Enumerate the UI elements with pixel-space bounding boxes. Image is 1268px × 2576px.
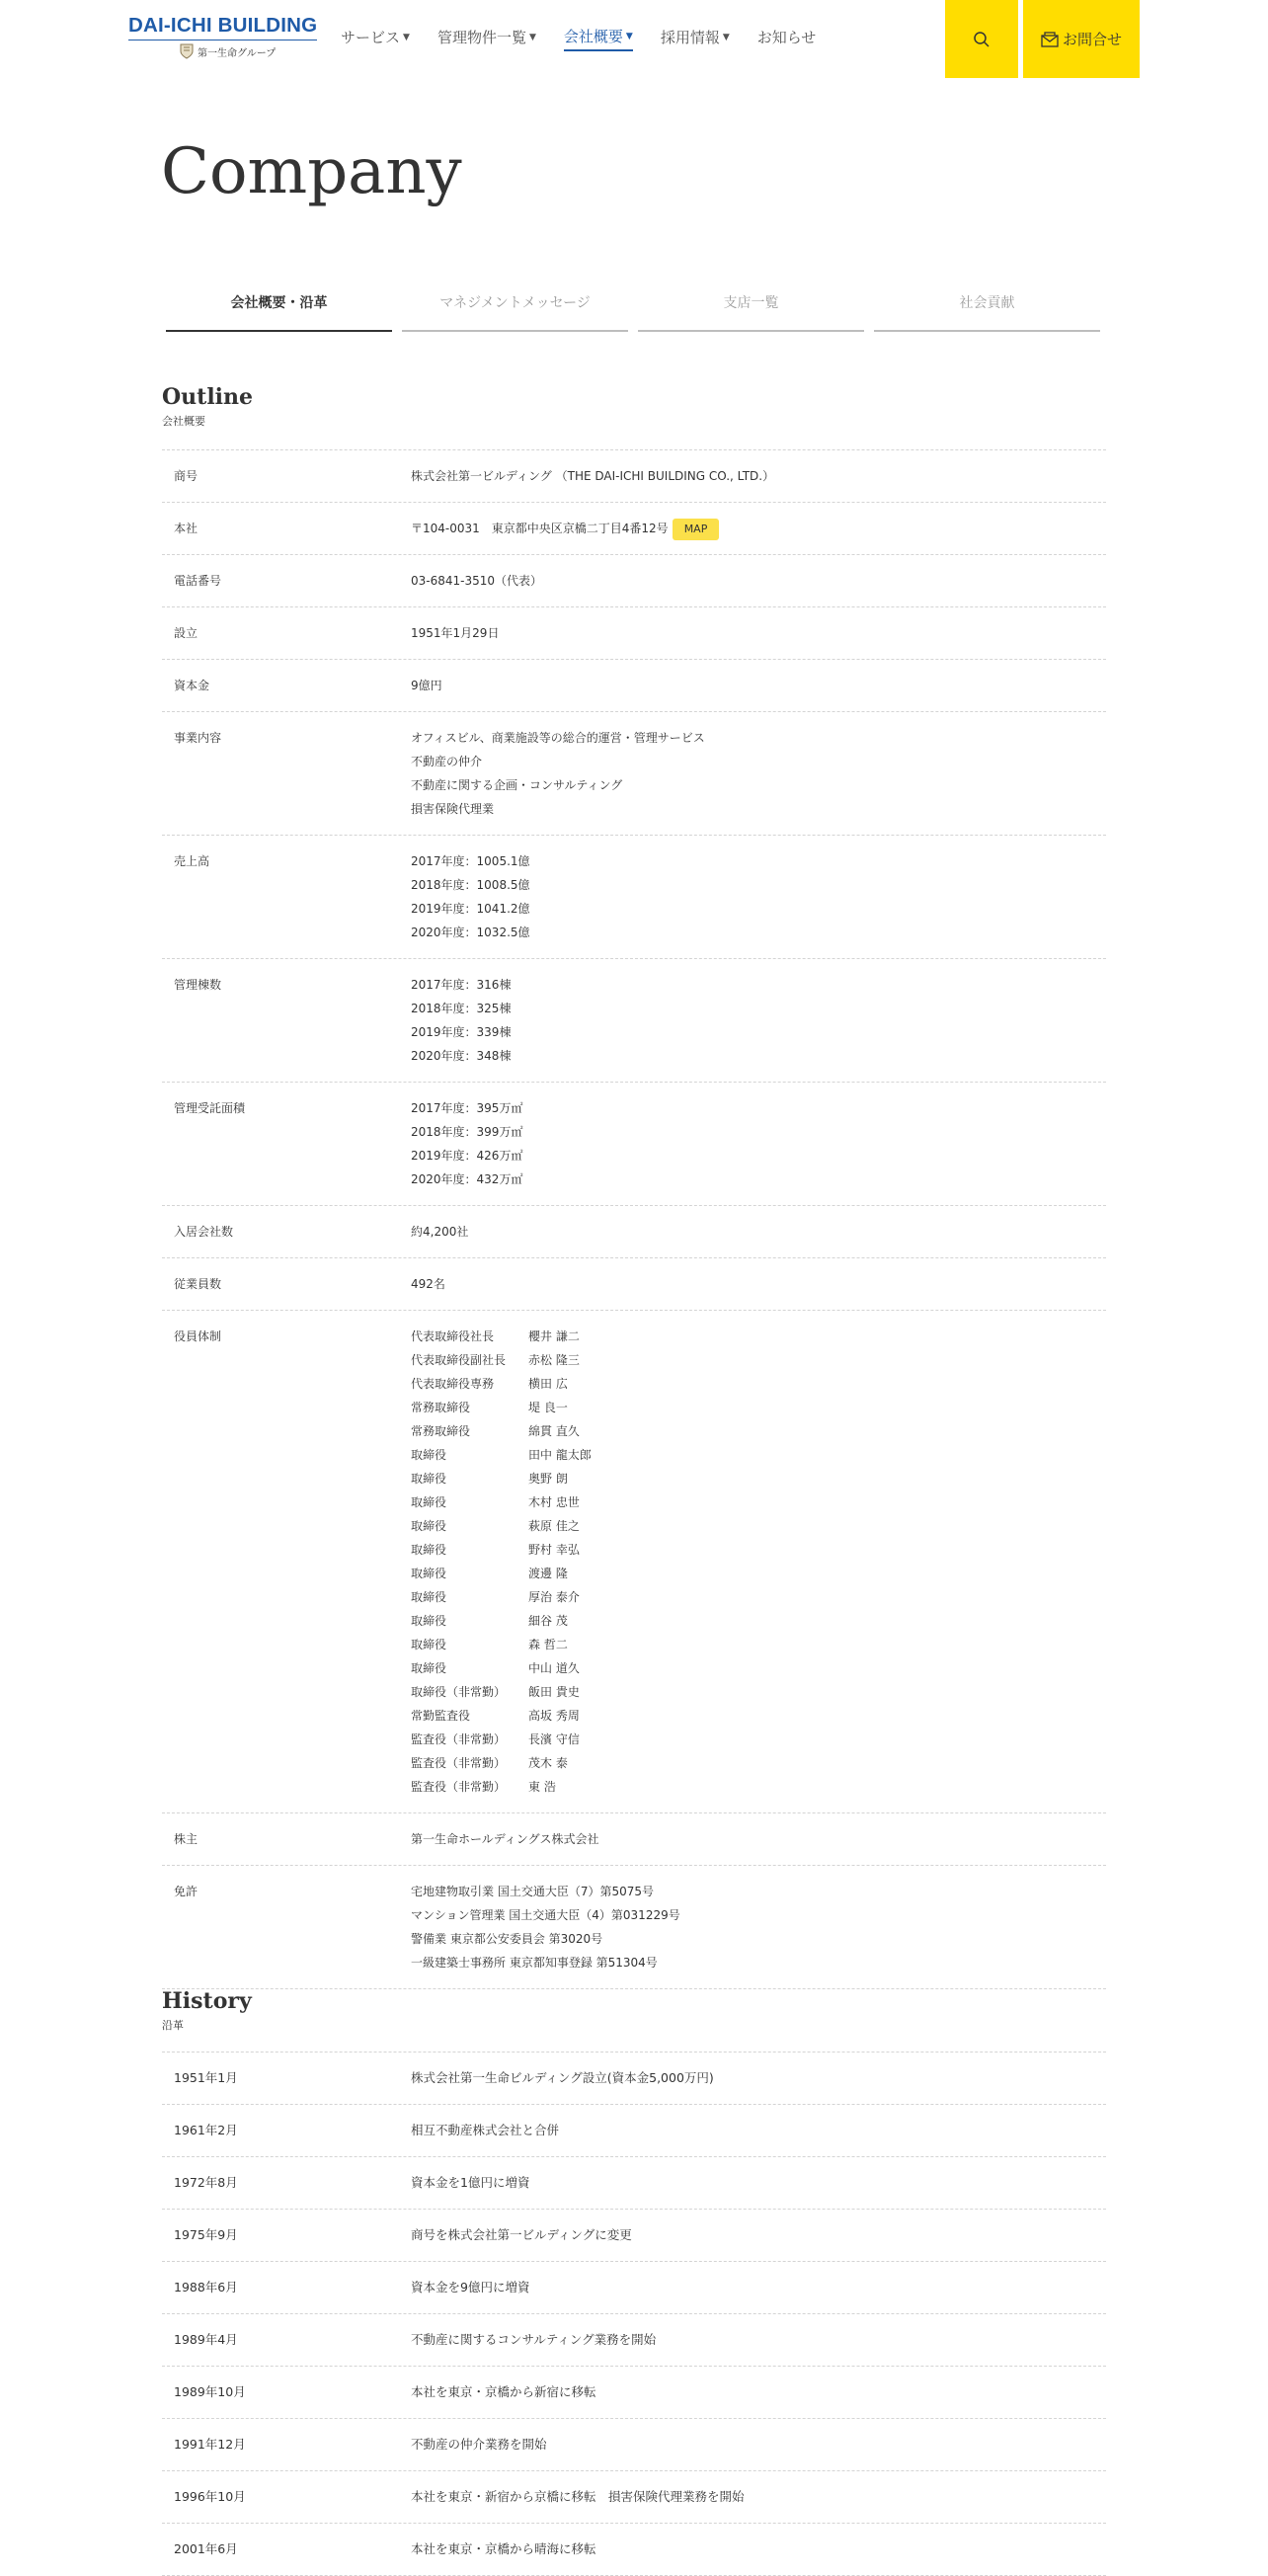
history-date: 1989年4月 xyxy=(174,2332,238,2347)
site-logo[interactable] xyxy=(128,14,328,65)
row-value-line xyxy=(411,1167,1106,1191)
contact-label: お問合せ xyxy=(1062,31,1122,48)
row-value-line xyxy=(411,1903,1106,1927)
history-text: 株式会社第一生命ビルディング設立(資本金5,000万円) xyxy=(411,2070,714,2085)
nav-item-label: 管理物件一覧 xyxy=(436,29,526,46)
row-value-text: 損害保険代理業 xyxy=(411,802,495,816)
table-row xyxy=(162,1083,1106,1206)
row-value-text: 9億円 xyxy=(411,679,442,692)
officer-role: 監査役（非常勤） xyxy=(411,1780,507,1794)
row-value-text: 492名 xyxy=(411,1277,445,1291)
officer-name: 野村 幸弘 xyxy=(528,1543,580,1557)
row-value-text: 2018年度：325棟 xyxy=(411,1002,512,1015)
table-row xyxy=(162,2314,1106,2367)
officer-name: 中山 道久 xyxy=(528,1661,580,1675)
page-title: Company xyxy=(161,135,462,208)
row-value-line xyxy=(411,621,1106,645)
tab-social-contribution[interactable]: 社会貢献 xyxy=(874,292,1100,332)
officer-name: 細谷 茂 xyxy=(528,1614,568,1628)
officer-name: 奥野 朗 xyxy=(528,1472,568,1486)
officer-name: 赤松 隆三 xyxy=(528,1353,580,1367)
row-value-text: 2020年度：432万㎡ xyxy=(411,1172,523,1186)
officer-row xyxy=(411,1467,1106,1490)
contact-button[interactable] xyxy=(1023,0,1140,78)
officer-name: 綿貫 直久 xyxy=(528,1424,580,1438)
tab-management-message[interactable]: マネジメントメッセージ xyxy=(402,292,628,332)
table-row xyxy=(162,1866,1106,1989)
row-value-line xyxy=(411,726,1106,750)
table-row xyxy=(162,607,1106,660)
row-value xyxy=(411,1880,1106,1974)
officer-role: 取締役 xyxy=(411,1590,447,1604)
logo-subtitle: 第一生命グループ xyxy=(198,47,277,59)
officer-role: 取締役 xyxy=(411,1495,447,1509)
row-value-text: 03-6841-3510（代表） xyxy=(411,574,543,588)
row-value-text: 第一生命ホールディングス株式会社 xyxy=(411,1832,599,1846)
table-row xyxy=(162,1206,1106,1258)
officer-role: 監査役（非常勤） xyxy=(411,1732,507,1746)
row-value-line xyxy=(411,1827,1106,1851)
row-value-text: オフィスビル、商業施設等の総合的運営・管理サービス xyxy=(411,731,705,745)
history-text: 本社を東京・京橋から新宿に移転 xyxy=(411,2384,596,2399)
section-title: Outline xyxy=(162,384,254,410)
map-button[interactable]: MAP xyxy=(673,519,720,540)
row-value xyxy=(411,464,1106,488)
officer-role: 取締役 xyxy=(411,1567,447,1580)
officer-row xyxy=(411,1751,1106,1775)
row-value-text: 2020年度：1032.5億 xyxy=(411,926,530,939)
nav-item-label: サービス xyxy=(341,29,401,46)
section-subtitle: 沿革 xyxy=(162,2019,184,2032)
officer-role: 取締役 xyxy=(411,1543,447,1557)
nav-item-company[interactable] xyxy=(564,26,633,51)
row-value xyxy=(411,1220,1106,1244)
row-value-line xyxy=(411,773,1106,797)
officer-name: 高坂 秀周 xyxy=(528,1709,580,1723)
row-value-line xyxy=(411,674,1106,697)
row-value xyxy=(411,726,1106,821)
row-label: 管理受託面積 xyxy=(174,1101,246,1115)
outline-table xyxy=(162,449,1106,1989)
row-label: 管理棟数 xyxy=(174,978,222,992)
history-date: 1988年6月 xyxy=(174,2280,238,2294)
officer-row xyxy=(411,1372,1106,1396)
row-value-line xyxy=(411,997,1106,1020)
nav-item-properties[interactable] xyxy=(437,26,536,51)
row-value-line xyxy=(411,1951,1106,1974)
row-label: 事業内容 xyxy=(174,731,222,745)
main-nav xyxy=(341,26,816,51)
table-row xyxy=(162,555,1106,607)
officer-row xyxy=(411,1419,1106,1443)
section-subtitle: 会社概要 xyxy=(162,415,205,428)
officer-role: 代表取締役副社長 xyxy=(411,1353,507,1367)
officer-role: 取締役 xyxy=(411,1638,447,1651)
officer-role: 常務取締役 xyxy=(411,1401,471,1414)
row-value-text: 2019年度：339棟 xyxy=(411,1025,512,1039)
table-row xyxy=(162,959,1106,1083)
history-date: 1961年2月 xyxy=(174,2123,238,2137)
history-date: 1989年10月 xyxy=(174,2384,246,2399)
row-value xyxy=(411,973,1106,1068)
table-row xyxy=(162,1258,1106,1311)
history-date: 1996年10月 xyxy=(174,2489,246,2504)
table-row xyxy=(162,1311,1106,1813)
row-value-line xyxy=(411,517,1106,540)
officer-name: 長濱 守信 xyxy=(528,1732,580,1746)
officer-name: 横田 広 xyxy=(528,1377,568,1391)
caret-down-icon: ▼ xyxy=(722,32,730,42)
row-value-text: 2017年度：1005.1億 xyxy=(411,854,530,868)
row-value-line xyxy=(411,1272,1106,1296)
nav-item-recruit[interactable] xyxy=(661,26,730,51)
officer-role: 代表取締役社長 xyxy=(411,1329,495,1343)
row-value-text: 2020年度：348棟 xyxy=(411,1049,512,1063)
shield-icon xyxy=(180,43,194,59)
row-label: 商号 xyxy=(174,469,198,483)
table-row xyxy=(162,2053,1106,2105)
history-text: 資本金を9億円に増資 xyxy=(411,2280,530,2294)
site-header xyxy=(0,0,1268,79)
officer-row xyxy=(411,1538,1106,1562)
officer-name: 堤 良一 xyxy=(528,1401,568,1414)
history-date: 1975年9月 xyxy=(174,2227,238,2242)
history-date: 1991年12月 xyxy=(174,2437,246,2452)
nav-item-news[interactable] xyxy=(757,26,817,51)
officer-name: 萩原 佳之 xyxy=(528,1519,580,1533)
row-value-text: 1951年1月29日 xyxy=(411,626,500,640)
tab-outline-history[interactable]: 会社概要・沿革 xyxy=(166,292,392,332)
row-value-line xyxy=(411,1220,1106,1244)
row-value xyxy=(411,1272,1106,1296)
history-text: 資本金を1億円に増資 xyxy=(411,2175,530,2190)
row-value-text: 2019年度：426万㎡ xyxy=(411,1149,523,1163)
section-tabs xyxy=(166,292,1102,332)
row-value-text: 宅地建物取引業 国土交通大臣（7）第5075号 xyxy=(411,1885,654,1898)
table-row xyxy=(162,1813,1106,1866)
row-label: 従業員数 xyxy=(174,1277,222,1291)
officer-name: 森 哲二 xyxy=(528,1638,568,1651)
officers-list xyxy=(411,1325,1106,1799)
search-icon xyxy=(973,31,991,48)
officer-role: 取締役 xyxy=(411,1519,447,1533)
row-value-line xyxy=(411,1120,1106,1144)
officer-row xyxy=(411,1656,1106,1680)
officer-role: 常勤監査役 xyxy=(411,1709,471,1723)
row-value-line xyxy=(411,973,1106,997)
logo-text: DAI-ICHI BUILDING xyxy=(128,14,317,40)
row-label: 役員体制 xyxy=(174,1329,222,1343)
officer-row xyxy=(411,1680,1106,1704)
row-value xyxy=(411,1827,1106,1851)
history-text: 相互不動産株式会社と合併 xyxy=(411,2123,560,2137)
history-date: 2001年6月 xyxy=(174,2541,238,2556)
officer-row xyxy=(411,1396,1106,1419)
row-label: 免許 xyxy=(174,1885,198,1898)
table-row xyxy=(162,450,1106,503)
officer-role: 取締役 xyxy=(411,1472,447,1486)
row-label: 株主 xyxy=(174,1832,198,1846)
table-row xyxy=(162,2105,1106,2157)
table-row xyxy=(162,2419,1106,2471)
row-value-line xyxy=(411,1020,1106,1044)
history-text: 不動産に関するコンサルティング業務を開始 xyxy=(411,2332,657,2347)
officer-row xyxy=(411,1609,1106,1633)
officer-role: 監査役（非常勤） xyxy=(411,1756,507,1770)
officer-name: 田中 龍太郎 xyxy=(528,1448,592,1462)
officer-name: 櫻井 謙二 xyxy=(528,1329,580,1343)
row-value-line xyxy=(411,921,1106,944)
row-value-line xyxy=(411,1096,1106,1120)
table-row xyxy=(162,660,1106,712)
table-row xyxy=(162,2471,1106,2524)
officer-role: 取締役（非常勤） xyxy=(411,1685,507,1699)
row-value-line xyxy=(411,750,1106,773)
row-value xyxy=(411,674,1106,697)
officer-name: 飯田 貴史 xyxy=(528,1685,580,1699)
history-text: 商号を株式会社第一ビルディングに変更 xyxy=(411,2227,632,2242)
officer-name: 渡邊 隆 xyxy=(528,1567,568,1580)
logo-group xyxy=(180,43,276,59)
nav-item-label: 採用情報 xyxy=(660,29,720,46)
table-row xyxy=(162,2210,1106,2262)
officer-row xyxy=(411,1775,1106,1799)
officer-row xyxy=(411,1704,1106,1728)
history-table xyxy=(162,2052,1106,2576)
history-date: 1951年1月 xyxy=(174,2070,238,2085)
officer-role: 取締役 xyxy=(411,1614,447,1628)
row-label: 設立 xyxy=(174,626,198,640)
section-title: History xyxy=(162,1988,252,2014)
table-row xyxy=(162,2157,1106,2210)
row-value-line xyxy=(411,797,1106,821)
row-value-text: 警備業 東京都公安委員会 第3020号 xyxy=(411,1932,603,1946)
row-value-text: 一級建築士事務所 東京都知事登録 第51304号 xyxy=(411,1956,658,1970)
officer-row xyxy=(411,1348,1106,1372)
nav-item-label: お知らせ xyxy=(756,29,817,46)
tab-branches[interactable]: 支店一覧 xyxy=(638,292,864,332)
officer-name: 東 浩 xyxy=(528,1780,556,1794)
table-row xyxy=(162,2524,1106,2576)
officer-name: 厚治 泰介 xyxy=(528,1590,580,1604)
row-value-line xyxy=(411,1044,1106,1068)
row-value-text: 不動産の仲介 xyxy=(411,755,483,768)
officer-name: 茂木 泰 xyxy=(528,1756,568,1770)
officer-role: 取締役 xyxy=(411,1661,447,1675)
officer-name: 木村 忠世 xyxy=(528,1495,580,1509)
nav-item-label: 会社概要 xyxy=(563,28,623,45)
history-heading xyxy=(162,1988,252,2033)
row-value-line xyxy=(411,1144,1106,1167)
row-value-line xyxy=(411,1880,1106,1903)
row-value-text: 2018年度：1008.5億 xyxy=(411,878,530,892)
search-button[interactable] xyxy=(945,0,1018,78)
row-value-line xyxy=(411,849,1106,873)
officer-row xyxy=(411,1728,1106,1751)
caret-down-icon: ▼ xyxy=(528,32,536,42)
history-text: 本社を東京・新宿から京橋に移転 損害保険代理業務を開始 xyxy=(411,2489,745,2504)
nav-item-services[interactable] xyxy=(341,26,410,51)
officer-role: 常務取締役 xyxy=(411,1424,471,1438)
row-value xyxy=(411,517,1106,540)
officer-role: 取締役 xyxy=(411,1448,447,1462)
row-value xyxy=(411,849,1106,944)
table-row xyxy=(162,2367,1106,2419)
row-value xyxy=(411,621,1106,645)
row-value xyxy=(411,1096,1106,1191)
history-date: 1972年8月 xyxy=(174,2175,238,2190)
row-value xyxy=(411,569,1106,593)
row-value-text: 2017年度：395万㎡ xyxy=(411,1101,523,1115)
officer-row xyxy=(411,1490,1106,1514)
caret-down-icon: ▼ xyxy=(403,32,410,42)
row-value-line xyxy=(411,897,1106,921)
history-text: 本社を東京・京橋から晴海に移転 xyxy=(411,2541,596,2556)
outline-heading xyxy=(162,384,253,429)
row-value-text: 2019年度：1041.2億 xyxy=(411,902,530,916)
table-row xyxy=(162,2262,1106,2314)
table-row xyxy=(162,836,1106,959)
row-label: 本社 xyxy=(174,522,198,535)
officer-row xyxy=(411,1514,1106,1538)
row-value-line xyxy=(411,1927,1106,1951)
row-value-text: 2018年度：399万㎡ xyxy=(411,1125,523,1139)
row-value-line xyxy=(411,464,1106,488)
row-value-text: 約4,200社 xyxy=(411,1225,469,1239)
history-text: 不動産の仲介業務を開始 xyxy=(411,2437,547,2452)
row-label: 売上高 xyxy=(174,854,210,868)
row-value-text: マンション管理業 国土交通大臣（4）第031229号 xyxy=(411,1908,680,1922)
row-label: 電話番号 xyxy=(174,574,222,588)
row-value-text: 2017年度：316棟 xyxy=(411,978,512,992)
officer-row xyxy=(411,1562,1106,1585)
table-row xyxy=(162,503,1106,555)
officer-row xyxy=(411,1443,1106,1467)
row-value-line xyxy=(411,569,1106,593)
row-value-text: 〒104-0031 東京都中央区京橋二丁目4番12号 xyxy=(411,522,669,535)
officer-row xyxy=(411,1325,1106,1348)
row-value-text: 株式会社第一ビルディング （THE DAI-ICHI BUILDING CO., LTD.） xyxy=(411,469,775,483)
row-label: 入居会社数 xyxy=(174,1225,234,1239)
officer-row xyxy=(411,1633,1106,1656)
row-value-line xyxy=(411,873,1106,897)
caret-down-icon: ▼ xyxy=(625,31,633,41)
officer-role: 代表取締役専務 xyxy=(411,1377,495,1391)
table-row xyxy=(162,712,1106,836)
row-label: 資本金 xyxy=(174,679,210,692)
officer-row xyxy=(411,1585,1106,1609)
mail-icon xyxy=(1041,32,1059,47)
row-value-text: 不動産に関する企画・コンサルティング xyxy=(411,778,623,792)
